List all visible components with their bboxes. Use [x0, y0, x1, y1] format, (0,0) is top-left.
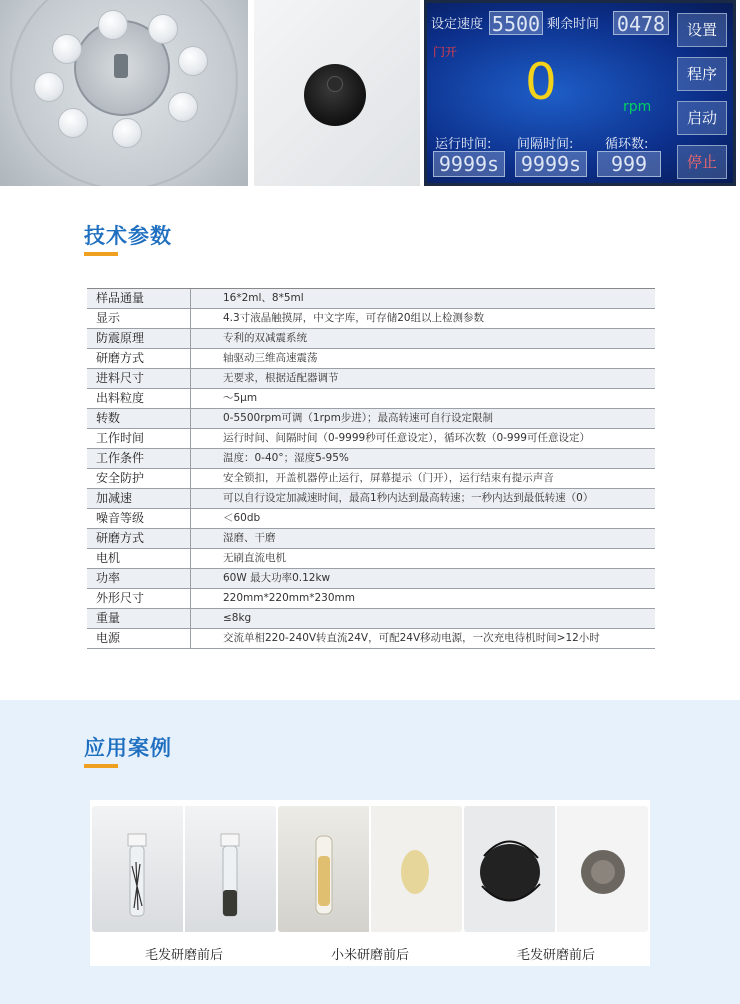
spec-value: 220mm*220mm*230mm — [223, 592, 355, 604]
spec-row — [87, 449, 655, 469]
after-image — [185, 806, 276, 932]
rotor-photo — [0, 0, 248, 186]
hair-before-image — [464, 806, 555, 932]
spec-label: 出料粒度 — [87, 389, 191, 408]
spec-row — [87, 389, 655, 409]
spec-value: 无刷直流电机 — [223, 552, 286, 564]
lid-knob — [327, 76, 343, 92]
spec-value: 轴驱动三维高速震荡 — [223, 352, 318, 364]
tube-cap — [148, 14, 178, 44]
case-hair-2 — [464, 806, 648, 932]
case-caption: 毛发研磨前后 — [144, 948, 223, 963]
spec-row — [87, 369, 655, 389]
after-image — [371, 806, 462, 932]
hair-tube-before-image — [92, 806, 183, 932]
spec-label: 进料尺寸 — [87, 369, 191, 388]
spec-label: 工作时间 — [87, 429, 191, 448]
cycles-value: 999 — [597, 151, 661, 177]
rpm-label: rpm — [623, 99, 652, 115]
spec-value: 专利的双减震系统 — [223, 332, 307, 344]
millet-powder-after-image — [371, 806, 462, 932]
spec-label: 外形尺寸 — [87, 589, 191, 608]
spec-table — [87, 288, 655, 649]
spec-label: 显示 — [87, 309, 191, 328]
spec-value: 湿磨、干磨 — [223, 532, 276, 544]
applications-title: 应用案例 — [84, 736, 172, 760]
spec-label: 加减速 — [87, 489, 191, 508]
spec-value: ≤8kg — [223, 612, 252, 624]
spec-label: 重量 — [87, 609, 191, 628]
spec-value: 安全锁扣，开盖机器停止运行，屏幕提示（门开），运行结束有提示声音 — [223, 472, 554, 484]
spec-value: 0-5500rpm可调（1rpm步进）；最高转速可自行设定限制 — [223, 412, 494, 424]
specs-title: 技术参数 — [84, 224, 172, 248]
rotor-spindle — [114, 54, 128, 78]
lid-photo — [254, 0, 420, 186]
before-image — [464, 806, 555, 932]
spec-row — [87, 629, 655, 649]
run-time-label: 运行时间: — [435, 137, 492, 152]
spec-row — [87, 509, 655, 529]
spec-row — [87, 409, 655, 429]
spec-label: 工作条件 — [87, 449, 191, 468]
spec-row — [87, 549, 655, 569]
after-image — [557, 806, 648, 932]
spec-row — [87, 529, 655, 549]
spec-label: 电机 — [87, 549, 191, 568]
tube-cap — [52, 34, 82, 64]
spec-label: 研磨方式 — [87, 349, 191, 368]
run-time-value: 9999s — [433, 151, 505, 177]
tube-cap — [112, 118, 142, 148]
tube-cap — [168, 92, 198, 122]
spec-value: ～5μm — [223, 392, 258, 404]
case-millet — [278, 806, 462, 932]
case-caption: 毛发研磨前后 — [516, 948, 595, 963]
spec-value: 4.3寸液晶触摸屏，中文字库，可存储20组以上检测参数 — [223, 312, 485, 324]
set-speed-value: 5500 — [489, 11, 543, 35]
spec-label: 样品通量 — [87, 289, 191, 308]
lcd-start-button[interactable]: 启动 — [677, 101, 727, 135]
specs-title-underline — [84, 252, 118, 256]
lcd-stop-button[interactable]: 停止 — [677, 145, 727, 179]
spec-row — [87, 469, 655, 489]
spec-row — [87, 309, 655, 329]
remaining-time-label: 剩余时间 — [547, 17, 600, 32]
speed-display: 0 — [525, 53, 557, 111]
before-image — [278, 806, 369, 932]
spec-row — [87, 489, 655, 509]
spec-value: 可以自行设定加减速时间，最高1秒内达到最高转速；一秒内达到最低转速（0） — [223, 492, 594, 504]
cycles-label: 循环数: — [605, 137, 649, 152]
spec-label: 电源 — [87, 629, 191, 648]
remaining-time-value: 0478 — [613, 11, 669, 35]
lcd-program-button[interactable]: 程序 — [677, 57, 727, 91]
interval-time-label: 间隔时间: — [517, 137, 574, 152]
set-speed-label: 设定速度 — [431, 17, 484, 32]
spec-row — [87, 349, 655, 369]
application-cases — [90, 800, 650, 966]
lcd-photo — [424, 0, 736, 186]
spec-row — [87, 609, 655, 629]
spec-label: 防震原理 — [87, 329, 191, 348]
spec-row — [87, 289, 655, 309]
product-photo-strip — [0, 0, 740, 190]
interval-time-value: 9999s — [515, 151, 587, 177]
spec-label: 转数 — [87, 409, 191, 428]
millet-tube-before-image — [278, 806, 369, 932]
spec-row — [87, 429, 655, 449]
lcd-settings-button[interactable]: 设置 — [677, 13, 727, 47]
case-hair-1 — [92, 806, 276, 932]
before-image — [92, 806, 183, 932]
spec-label: 功率 — [87, 569, 191, 588]
tube-cap — [34, 72, 64, 102]
spec-label: 安全防护 — [87, 469, 191, 488]
lcd-screen — [427, 3, 733, 183]
spec-label: 噪音等级 — [87, 509, 191, 528]
spec-value: 运行时间、间隔时间（0-9999秒可任意设定），循环次数（0-999可任意设定） — [223, 432, 590, 444]
door-open-indicator: 门开 — [433, 45, 458, 59]
spec-row — [87, 569, 655, 589]
lid-knob-base — [304, 64, 366, 126]
hair-tube-after-image — [185, 806, 276, 932]
spec-value: 交流单相220-240V转直流24V，可配24V移动电源，一次充电待机时间>12小时 — [223, 632, 600, 644]
case-caption: 小米研磨前后 — [330, 948, 409, 963]
spec-value: 60W 最大功率0.12kw — [223, 572, 331, 584]
spec-value: 温度：0-40°；湿度5-95% — [223, 452, 349, 464]
spec-value: 16*2ml、8*5ml — [223, 292, 304, 304]
spec-value: 无要求，根据适配器调节 — [223, 372, 339, 384]
spec-row — [87, 589, 655, 609]
spec-label: 研磨方式 — [87, 529, 191, 548]
tube-cap — [178, 46, 208, 76]
hair-powder-after-image — [557, 806, 648, 932]
spec-value: ＜60db — [223, 512, 261, 524]
tube-cap — [98, 10, 128, 40]
spec-row — [87, 329, 655, 349]
tube-cap — [58, 108, 88, 138]
applications-title-underline — [84, 764, 118, 768]
